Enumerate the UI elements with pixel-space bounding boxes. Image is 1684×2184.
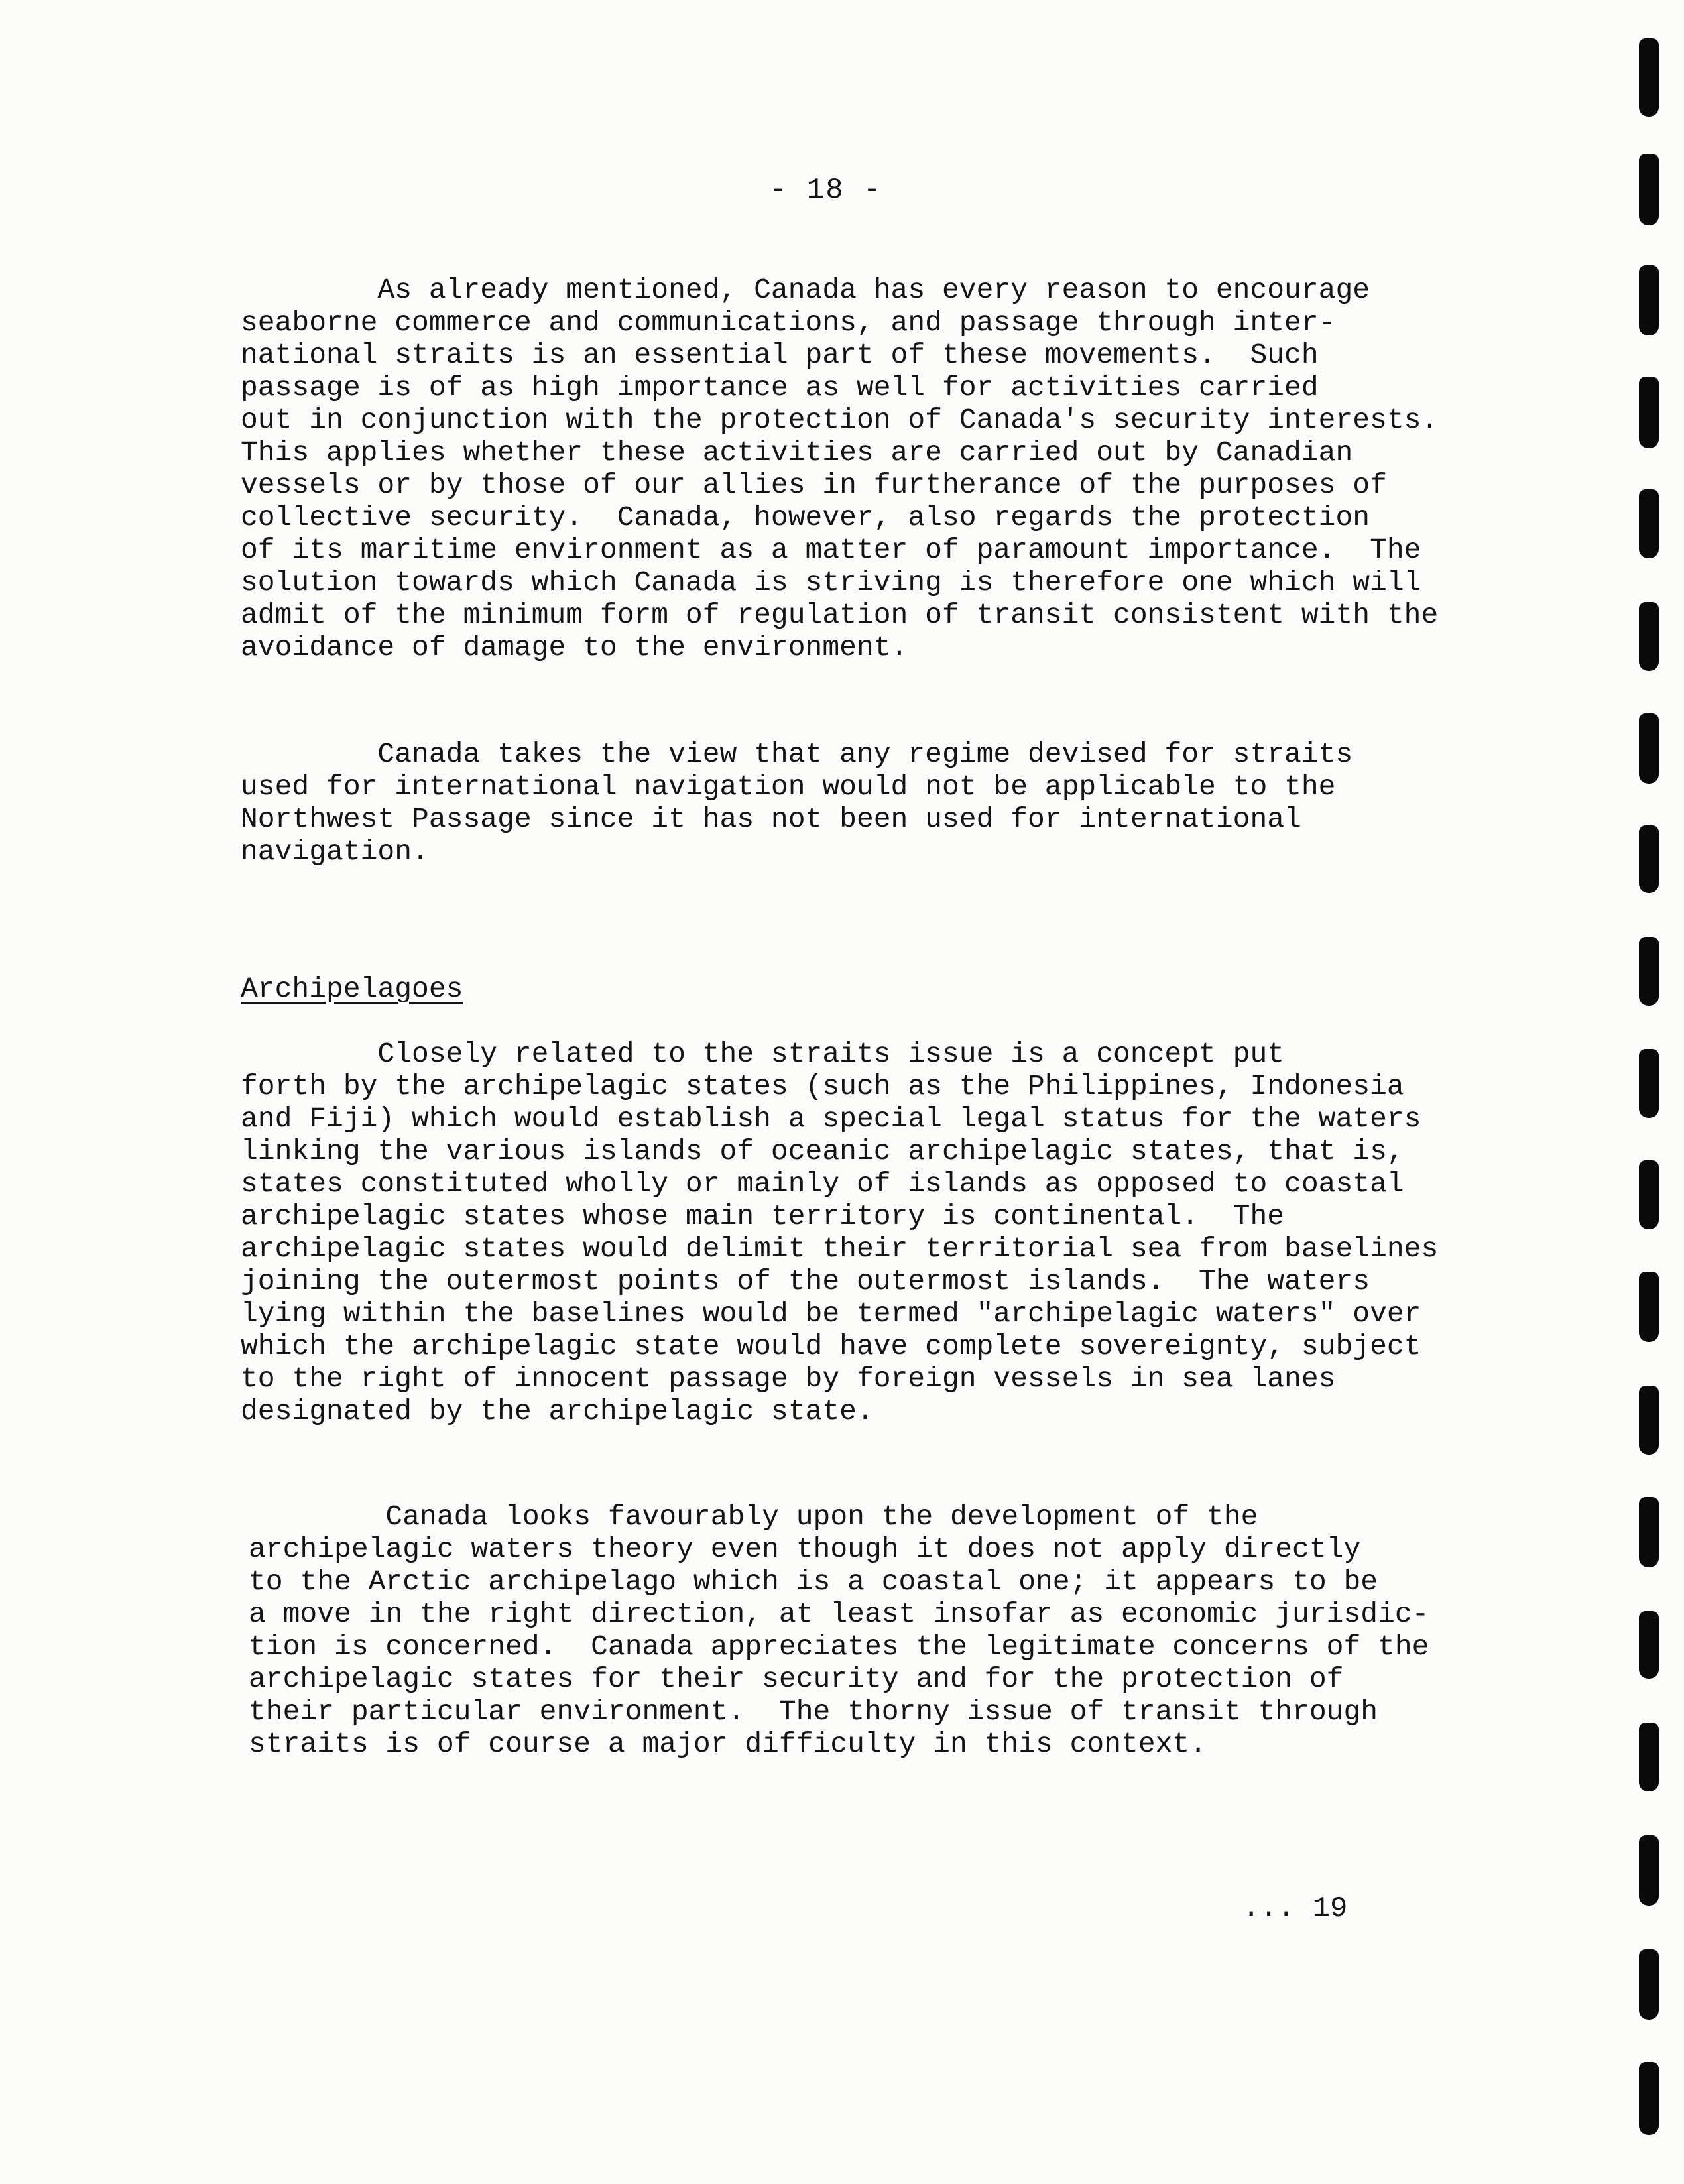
binding-mark <box>1639 1160 1659 1229</box>
binding-mark <box>1639 937 1659 1006</box>
binding-mark <box>1639 602 1659 671</box>
binding-mark <box>1639 1723 1659 1791</box>
binding-mark <box>1639 825 1659 893</box>
paragraph-archipelagic-concept: Closely related to the straits issue is a concept put forth by the archipelagic states (such as the Philippines, Indonesia and Fiji) which would establish a special legal status for the waters linking the various islands of oceanic archipelagic states, that is, states constituted wholly or mainly of islands as opposed to coastal archipelagic states whose main territory is continental. The archipelagic states would delimit their territorial sea from baselines joining the outermost points of the outermost islands. The waters lying within the baselines would be termed "archipelagic waters" over which the archipelagic state would have complete sovereignty, subject to the right of innocent passage by foreign vessels in sea lanes designated by the archipelagic state. <box>241 1038 1439 1427</box>
continuation-marker: ... 19 <box>1242 1892 1348 1925</box>
binding-mark <box>1639 1049 1659 1118</box>
binding-mark <box>1639 265 1659 335</box>
binding-mark <box>1639 1835 1659 1906</box>
paragraph-straits-commerce: As already mentioned, Canada has every reason to encourage seaborne commerce and communications, and passage through inter- national straits is an essential part of these movements. Such passage is of as high importance as well for activities carried out in conjunction with the protection of Canada's security interests. This applies whether these activities are carried out by Canadian vessels or by those of our allies in furtherance of the purposes of collective security. Canada, however, also regards the protection of its maritime environment as a matter of paramount importance. The solution towards which Canada is striving is therefore one which will admit of the minimum form of regulation of transit consistent with the avoidance of damage to the environment. <box>241 274 1439 664</box>
section-heading-archipelagoes: Archipelagoes <box>241 973 463 1005</box>
paragraph-northwest-passage: Canada takes the view that any regime devised for straits used for international navigation would not be applicable to the Northwest Passage since it has not been used for international navigation. <box>241 738 1353 868</box>
binding-mark <box>1639 1272 1659 1342</box>
binding-mark <box>1639 2062 1659 2135</box>
binding-mark <box>1639 1611 1659 1679</box>
binding-mark <box>1639 377 1659 448</box>
binding-mark <box>1639 1497 1659 1567</box>
binding-mark <box>1639 154 1659 225</box>
binding-mark <box>1639 713 1659 784</box>
binding-mark <box>1639 489 1659 558</box>
binding-mark <box>1639 1949 1659 2020</box>
binding-mark <box>1639 1386 1659 1455</box>
page-number: - 18 - <box>769 174 882 207</box>
binding-mark <box>1639 38 1659 117</box>
paragraph-canada-position: Canada looks favourably upon the development of the archipelagic waters theory even though it does not apply directly to the Arctic archipelago which is a coastal one; it appears to be a move in the right direction, at least insofar as economic jurisdic- tion is concerned. Canada appreciates the legitimate concerns of the archipelagic states for their security and for the protection of their particular environment. The thorny issue of transit through straits is of course a major difficulty in this context. <box>249 1500 1429 1760</box>
